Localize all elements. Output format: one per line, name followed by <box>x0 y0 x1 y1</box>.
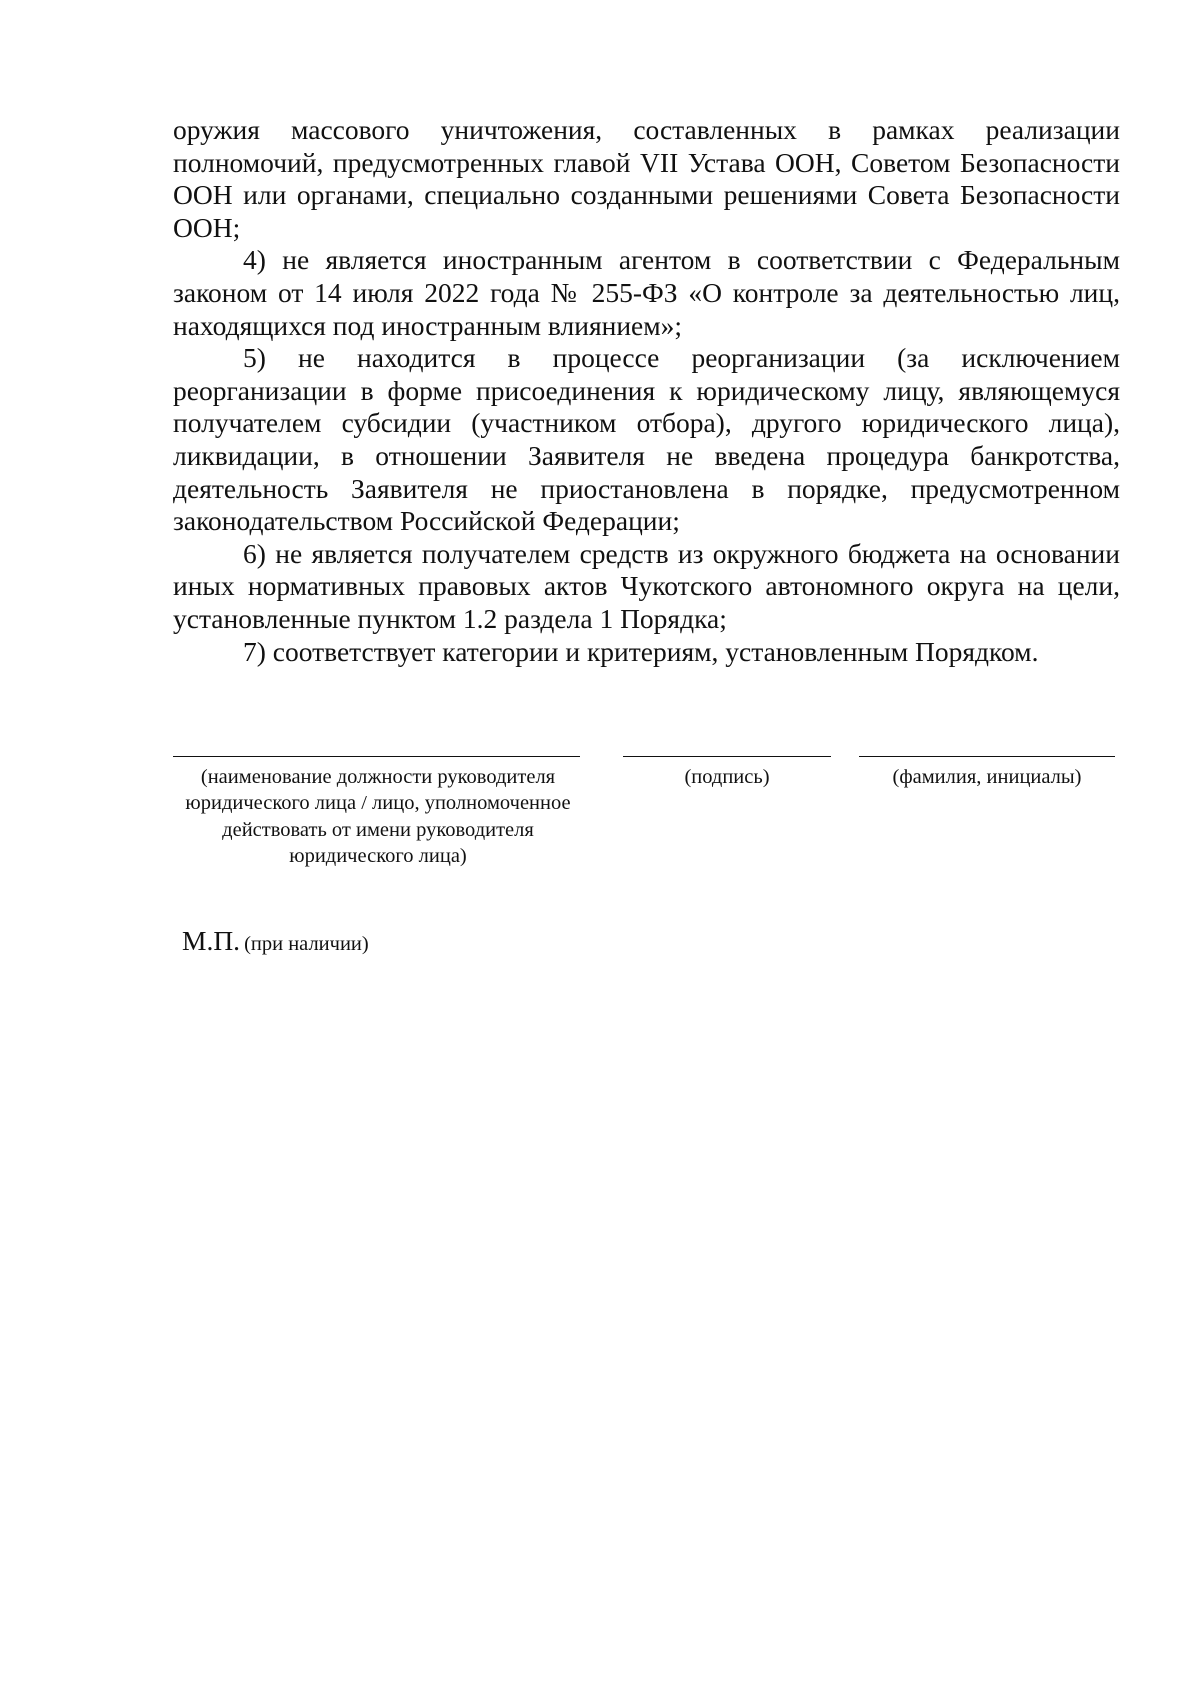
paragraph-item-4: 4) не является иностранным агентом в соответствии с Федеральным законом от 14 июля 2022 года № 255-ФЗ «О контроле за деятельностью лиц, находящихся под иностранным влиянием»; <box>173 244 1120 341</box>
signature-line <box>623 756 831 757</box>
stamp-place <box>182 925 369 957</box>
position-caption: (наименование должности руководителя юридического лица / лицо, уполномоченное действовать от имени руководителя юридического лица) <box>185 766 571 868</box>
document-body <box>173 114 1120 668</box>
name-caption: (фамилия, инициалы) <box>892 766 1082 788</box>
paragraph-continuation: оружия массового уничтожения, составленных в рамках реализации полномочий, предусмотренных главой VII Устава ООН, Советом Безопасности ООН или органами, специально созданными решениями Совета Безопасности ООН; <box>173 114 1120 243</box>
signature-caption: (подпись) <box>684 766 770 788</box>
stamp-note: (при наличии) <box>244 933 369 955</box>
paragraph-item-5: 5) не находится в процессе реорганизации (за исключением реорганизации в форме присоединения к юридическому лицу, являющемуся получателем субсидии (участником отбора), другого юридического лица), ликвидации, в отношении Заявителя не введена процедура банкротства, деятельность Заявителя не приостановлена в порядке, предусмотренном законодательством Российской Федерации; <box>173 342 1120 537</box>
name-signature-line <box>859 756 1115 757</box>
paragraph-item-7: 7) соответствует категории и критериям, установленным Порядком. <box>243 635 1039 667</box>
position-signature-line <box>173 756 580 757</box>
paragraph-item-6: 6) не является получателем средств из окружного бюджета на основании иных нормативных правовых актов Чукотского автономного округа на цели, установленные пунктом 1.2 раздела 1 Порядка; <box>173 537 1120 634</box>
stamp-label: М.П. <box>182 925 241 956</box>
